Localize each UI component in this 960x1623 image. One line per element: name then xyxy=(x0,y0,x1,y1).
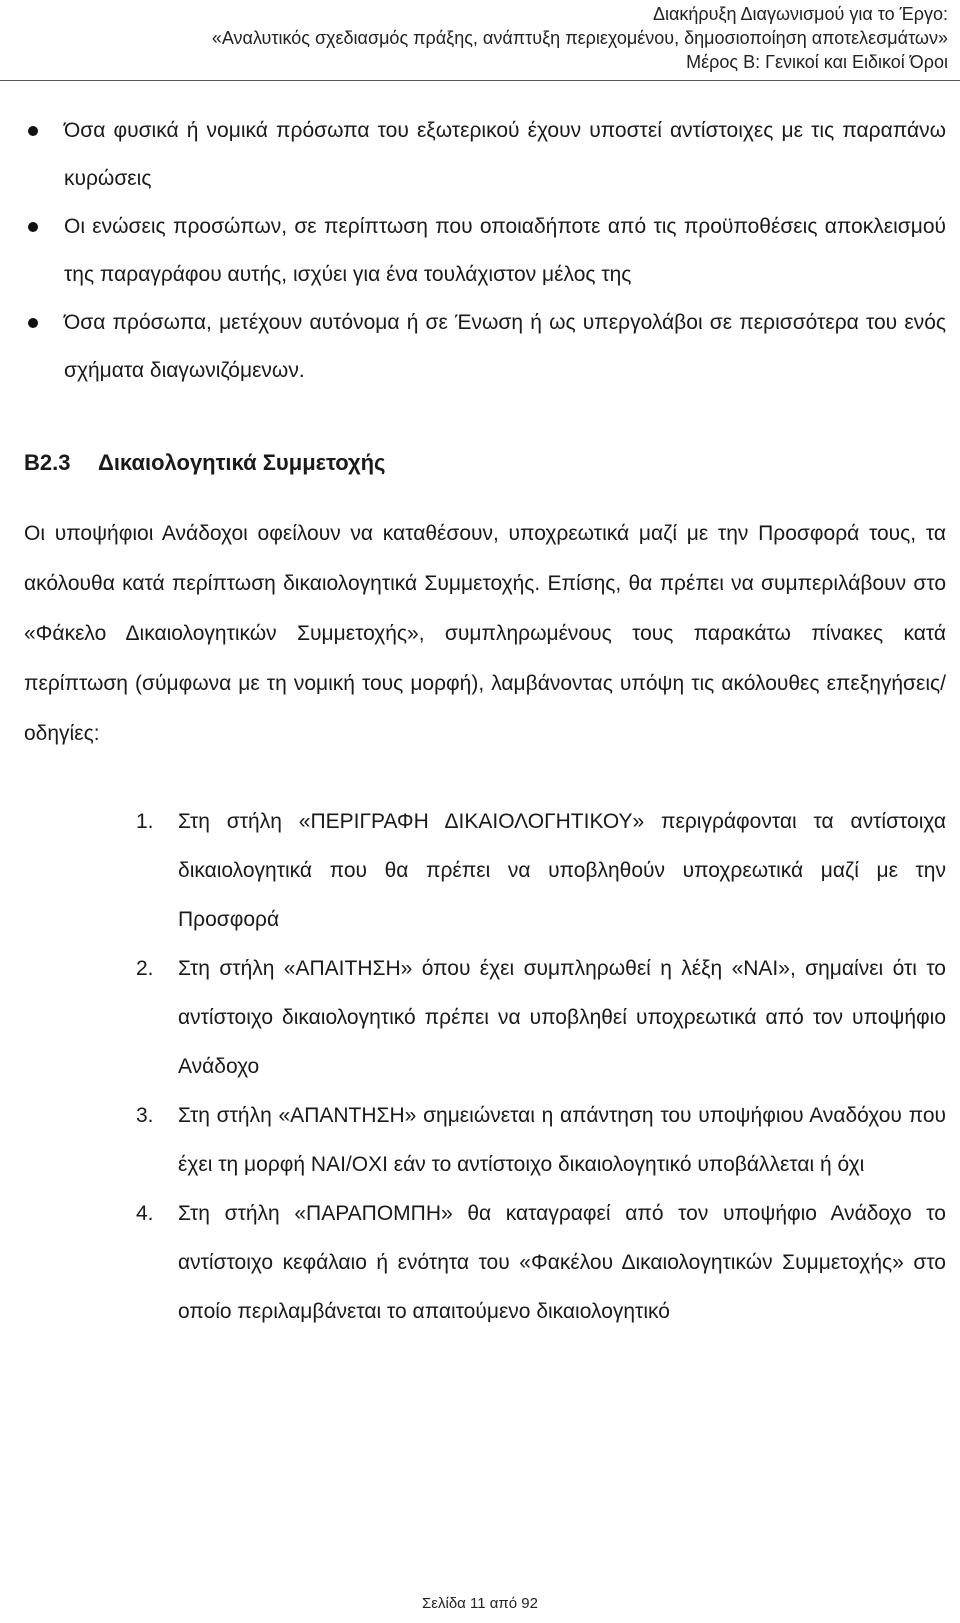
bullet-text: Όσα πρόσωπα, μετέχουν αυτόνομα ή σε Ένωση ή ως υπεργολάβοι σε περισσότερα του ενός σχήματα διαγωνιζόμενων. xyxy=(64,311,946,382)
item-text: Στη στήλη «ΠΕΡΙΓΡΑΦΗ ΔΙΚΑΙΟΛΟΓΗΤΙΚΟΥ» περιγράφονται τα αντίστοιχα δικαιολογητικά που θα πρέπει να υποβληθούν υποχρεωτικά μαζί με την Προσφορά xyxy=(178,810,946,931)
header-line-2: «Αναλυτικός σχεδιασμός πράξης, ανάπτυξη περιεχομένου, δημοσιοποίηση αποτελεσμάτων» xyxy=(211,28,948,48)
bullet-dot-icon xyxy=(28,222,38,232)
header-line-1: Διακήρυξη Διαγωνισμού για το Έργο: xyxy=(652,4,948,24)
page-footer: Σελίδα 11 από 92 xyxy=(422,1595,538,1612)
numbered-list xyxy=(136,797,946,1336)
bullet-item xyxy=(24,299,946,395)
bullet-dot-icon xyxy=(28,318,38,328)
bullet-text: Οι ενώσεις προσώπων, σε περίπτωση που οποιαδήποτε από τις προϋποθέσεις αποκλεισμού της παραγράφου αυτής, ισχύει για ένα τουλάχιστον μέλος της xyxy=(64,215,946,286)
bullet-text: Όσα φυσικά ή νομικά πρόσωπα του εξωτερικού έχουν υποστεί αντίστοιχες με τις παραπάνω κυρώσεις xyxy=(64,119,946,190)
bullet-list xyxy=(24,107,946,395)
item-text: Στη στήλη «ΠΑΡΑΠΟΜΠΗ» θα καταγραφεί από τον υποψήφιο Ανάδοχο το αντίστοιχο κεφάλαιο ή ενότητα του «Φακέλου Δικαιολογητικών Συμμετοχής» στο οποίο περιλαμβάνεται το απαιτούμενο δικαιολογητικό xyxy=(178,1202,946,1323)
header-line-3: Μέρος Β: Γενικοί και Ειδικοί Όροι xyxy=(686,52,948,72)
item-text: Στη στήλη «ΑΠΑΙΤΗΣΗ» όπου έχει συμπληρωθεί η λέξη «ΝΑΙ», σημαίνει ότι το αντίστοιχο δικαιολογητικό πρέπει να υποβληθεί υποχρεωτικά από τον υποψήφιο Ανάδοχο xyxy=(178,957,946,1078)
item-number: 1. xyxy=(136,810,154,833)
section-number: Β2.3 xyxy=(24,450,71,475)
bullet-item xyxy=(24,107,946,203)
bullet-dot-icon xyxy=(28,126,38,136)
numbered-item xyxy=(136,797,946,944)
numbered-item xyxy=(136,944,946,1091)
page-header xyxy=(212,2,948,74)
numbered-item xyxy=(136,1091,946,1189)
item-number: 3. xyxy=(136,1104,154,1127)
bullet-item xyxy=(24,203,946,299)
numbered-item xyxy=(136,1189,946,1336)
item-number: 4. xyxy=(136,1202,154,1225)
section-heading xyxy=(24,448,385,478)
item-number: 2. xyxy=(136,957,154,980)
header-divider xyxy=(0,80,960,81)
section-title: Δικαιολογητικά Συμμετοχής xyxy=(98,450,386,475)
item-text: Στη στήλη «ΑΠΑΝΤΗΣΗ» σημειώνεται η απάντηση του υποψήφιου Αναδόχου που έχει τη μορφή ΝΑΙ/ΟΧΙ εάν το αντίστοιχο δικαιολογητικό υποβάλλεται ή όχι xyxy=(178,1104,946,1176)
body-paragraph: Οι υποψήφιοι Ανάδοχοι οφείλουν να καταθέσουν, υποχρεωτικά μαζί με την Προσφορά τους, τα ακόλουθα κατά περίπτωση δικαιολογητικά Συμμετοχής. Επίσης, θα πρέπει να συμπεριλάβουν στο «Φάκελο Δικαιολογητικών Συμμετοχής», συμπληρωμένους τους παρακάτω πίνακες κατά περίπτωση (σύμφωνα με τη νομική τους μορφή), λαμβάνοντας υπόψη τις ακόλουθες επεξηγήσεις/οδηγίες: xyxy=(24,522,946,745)
